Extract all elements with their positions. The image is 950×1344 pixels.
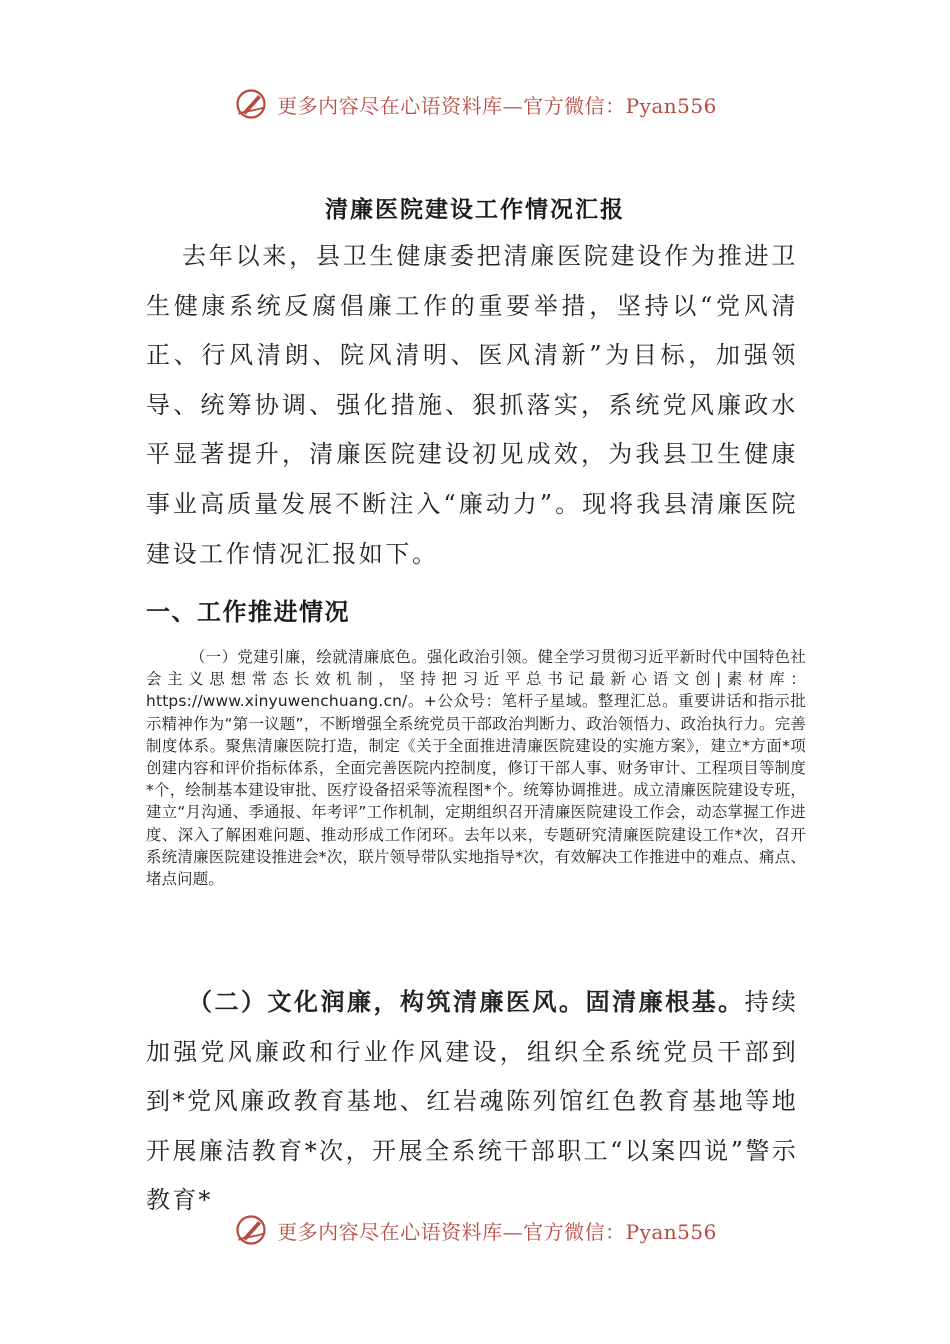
item-1-paragraph: （一）党建引廉，绘就清廉底色。强化政治引领。健全学习贯彻习近平新时代中国特色社会主义思想常态长效机制，坚持把习近平总书记最新心语文创|素材库：https://www.xinyuwenchuang.cn/。+公众号：笔杆子星域。整理汇总。重要讲话和指示批示精神作为“第一议题”，不断增强全系统党员干部政治判断力、政治领悟力、政治执行力。完善制度体系。聚焦清廉医院打造，制定《关于全面推进清廉医院建设的实施方案》，建立*方面*项创建内容和评价指标体系，全面完善医院内控制度，修订干部人事、财务审计、工程项目等制度*个，绘制基本建设审批、医疗设备招采等流程图*个。统筹协调推进。成立清廉医院建设专班，建立“月沟通、季通报、年考评”工作机制，定期组织召开清廉医院建设工作会，动态掌握工作进度、深入了解困难问题、推动形成工作闭环。去年以来，专题研究清廉医院建设工作*次，召开系统清廉医院建设推进会*次，联片领导带队实地指导*次，有效解决工作推进中的难点、痛点、堵点问题。 bbox=[146, 648, 806, 889]
item-2-lead: （二）文化润廉，构筑清廉医风。固清廉根基。 bbox=[188, 988, 745, 1016]
watermark-banner-bottom bbox=[0, 1210, 950, 1250]
pen-logo-icon bbox=[233, 86, 269, 122]
item-2-paragraph bbox=[146, 978, 798, 1226]
page-title: 清廉医院建设工作情况汇报 bbox=[325, 197, 625, 224]
intro-paragraph: 去年以来，县卫生健康委把清廉医院建设作为推进卫生健康系统反腐倡廉工作的重要举措，坚持以“党风清正、行风清朗、院风清明、医风清新”为目标，加强领导、统筹协调、强化措施、狠抓落实，系统党风廉政水平显著提升，清廉医院建设初见成效，为我县卫生健康事业高质量发展不断注入“廉动力”。现将我县清廉医院建设工作情况汇报如下。 bbox=[146, 242, 798, 568]
section-heading: 一、工作推进情况 bbox=[146, 598, 350, 626]
watermark-text: 更多内容尽在心语资料库—官方微信：Pyan556 bbox=[277, 93, 717, 118]
item-2-text: 持续加强党风廉政和行业作风建设，组织全系统党员干部到到*党风廉政教育基地、红岩魂陈列馆红色教育基地等地开展廉洁教育*次，开展全系统干部职工“以案四说”警示教育* bbox=[146, 988, 798, 1215]
pen-logo-icon bbox=[233, 1212, 269, 1248]
watermark-banner-top bbox=[0, 84, 950, 124]
watermark-text: 更多内容尽在心语资料库—官方微信：Pyan556 bbox=[277, 1219, 717, 1244]
